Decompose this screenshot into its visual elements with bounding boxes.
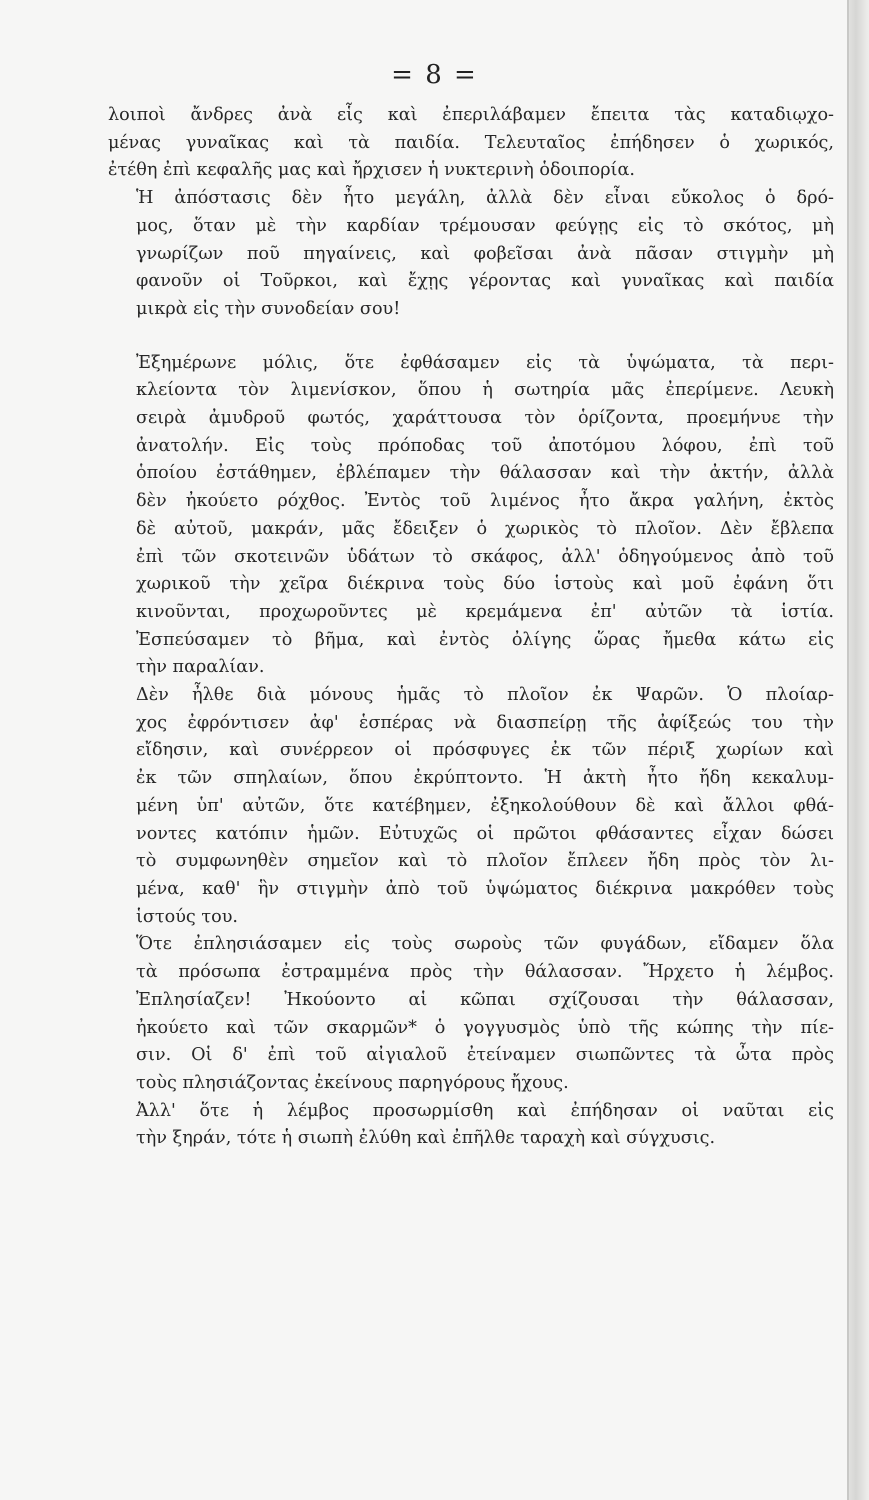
- paragraph-1: [108, 102, 834, 185]
- text-line: Ἐσπεύσαμεν τὸ βῆμα, καὶ ἐντὸς ὀλίγης ὥρας ἤμεθα κάτω εἰς: [136, 629, 834, 650]
- text-line: Ὅτε ἐπλησιάσαμεν εἰς τοὺς σωροὺς τῶν φυγάδων, εἴδαμεν ὅλα: [136, 934, 834, 955]
- text-line: Δὲν ἦλθε διὰ μόνους ἡμᾶς τὸ πλοῖον ἐκ Ψαρῶν. Ὁ πλοίαρ-: [136, 685, 834, 706]
- text-line: μένη ὑπ' αὐτῶν, ὅτε κατέβημεν, ἐξηκολούθουν δὲ καὶ ἄλλοι φθά-: [136, 795, 834, 816]
- text-line: Ἡ ἀπόστασις δὲν ἦτο μεγάλη, ἀλλὰ δὲν εἶναι εὔκολος ὁ δρό-: [136, 188, 834, 209]
- text-line: μένας γυναῖκας καὶ τὰ παιδία. Τελευταῖος ἐπήδησεν ὁ χωρικός,: [108, 132, 834, 153]
- body-text: [108, 102, 834, 1153]
- text-line: λοιποὶ ἄνδρες ἀνὰ εἷς καὶ ἐπεριλάβαμεν ἔπειτα τὰς καταδιῳχο-: [108, 105, 834, 125]
- text-line: ἱστούς του.: [136, 906, 238, 927]
- text-line: χωρικοῦ τὴν χεῖρα διέκρινα τοὺς δύο ἱστοὺς καὶ μοῦ ἐφάνη ὅτι: [136, 574, 834, 595]
- text-line: σιν. Οἱ δ' ἐπὶ τοῦ αἰγιαλοῦ ἐτείναμεν σιωπῶντες τὰ ὦτα πρὸς: [136, 1045, 834, 1066]
- page-number: = 8 =: [391, 60, 478, 90]
- text-line: ἀνατολήν. Εἰς τοὺς πρόποδας τοῦ ἀποτόμου λόφου, ἐπὶ τοῦ: [136, 435, 834, 456]
- text-line: σειρὰ ἀμυδροῦ φωτός, χαράττουσα τὸν ὁρίζοντα, προεμήνυε τὴν: [136, 408, 834, 429]
- paragraph-2: [108, 185, 834, 324]
- text-line: μικρὰ εἰς τὴν συνοδείαν σου!: [136, 298, 401, 319]
- text-line: ὁποίου ἐστάθημεν, ἐβλέπαμεν τὴν θάλασσαν καὶ τὴν ἀκτήν, ἀλλὰ: [136, 463, 834, 484]
- text-line: ἠκούετο καὶ τῶν σκαρμῶν* ὁ γογγυσμὸς ὑπὸ τῆς κώπης τὴν πίε-: [136, 1017, 834, 1038]
- text-line: γνωρίζων ποῦ πηγαίνεις, καὶ φοβεῖσαι ἀνὰ πᾶσαν στιγμὴν μὴ: [136, 243, 834, 264]
- text-line: κινοῦνται, προχωροῦντες μὲ κρεμάμενα ἐπ' αὐτῶν τὰ ἱστία.: [136, 601, 834, 622]
- text-line: νοντες κατόπιν ἡμῶν. Εὐτυχῶς οἱ πρῶτοι φθάσαντες εἶχαν δώσει: [136, 823, 834, 844]
- text-line: ἐτέθη ἐπὶ κεφαλῆς μας καὶ ἤρχισεν ἡ νυκτερινὴ ὁδοιπορία.: [108, 160, 635, 181]
- text-line: τὴν παραλίαν.: [136, 657, 265, 678]
- paragraph-5: [108, 931, 834, 1097]
- paragraph-6: [108, 1098, 834, 1153]
- text-line: τοὺς πλησιάζοντας ἐκείνους παρηγόρους ἤχους.: [136, 1072, 569, 1093]
- text-line: μος, ὅταν μὲ τὴν καρδίαν τρέμουσαν φεύγῃς εἰς τὸ σκότος, μὴ: [136, 215, 834, 236]
- text-line: δὲ αὐτοῦ, μακράν, μᾶς ἔδειξεν ὁ χωρικὸς τὸ πλοῖον. Δὲν ἔβλεπα: [136, 518, 834, 539]
- text-line: φανοῦν οἱ Τοῦρκοι, καὶ ἔχῃς γέροντας καὶ γυναῖκας καὶ παιδία: [136, 271, 834, 292]
- text-line: ἐκ τῶν σπηλαίων, ὅπου ἐκρύπτοντο. Ἡ ἀκτὴ ἦτο ἤδη κεκαλυμ-: [136, 768, 834, 789]
- page-edge-line: [847, 0, 849, 1500]
- text-line: τὸ συμφωνηθὲν σημεῖον καὶ τὸ πλοῖον ἔπλεεν ἤδη πρὸς τὸν λι-: [136, 851, 834, 872]
- page-edge: [847, 0, 869, 1500]
- text-line: χος ἐφρόντισεν ἀφ' ἑσπέρας νὰ διασπείρῃ τῆς ἀφίξεώς του τὴν: [136, 712, 834, 733]
- text-line: Ἀλλ' ὅτε ἡ λέμβος προσωρμίσθη καὶ ἐπήδησαν οἱ ναῦται εἰς: [136, 1100, 834, 1121]
- text-line: τὴν ξηράν, τότε ἡ σιωπὴ ἐλύθη καὶ ἐπῆλθε ταραχὴ καὶ σύγχυσις.: [136, 1128, 716, 1149]
- text-line: μένα, καθ' ἣν στιγμὴν ἀπὸ τοῦ ὑψώματος διέκρινα μακρόθεν τοὺς: [136, 878, 834, 899]
- text-line: τὰ πρόσωπα ἐστραμμένα πρὸς τὴν θάλασσαν. Ἤρχετο ἡ λέμβος.: [136, 962, 834, 983]
- text-line: κλείοντα τὸν λιμενίσκον, ὅπου ἡ σωτηρία μᾶς ἐπερίμενε. Λευκὴ: [136, 380, 834, 401]
- paragraph-3: [108, 350, 834, 682]
- text-line: Ἐπλησίαζεν! Ἠκούοντο αἱ κῶπαι σχίζουσαι τὴν θάλασσαν,: [136, 989, 834, 1010]
- text-line: δὲν ἠκούετο ρόχθος. Ἐντὸς τοῦ λιμένος ἦτο ἄκρα γαλήνη, ἐκτὸς: [136, 491, 834, 512]
- text-line: Ἐξημέρωνε μόλις, ὅτε ἐφθάσαμεν εἰς τὰ ὑψώματα, τὰ περι-: [136, 352, 834, 373]
- paragraph-4: [108, 682, 834, 931]
- text-line: εἴδησιν, καὶ συνέρρεον οἱ πρόσφυγες ἐκ τῶν πέριξ χωρίων καὶ: [136, 740, 834, 761]
- text-line: ἐπὶ τῶν σκοτεινῶν ὑδάτων τὸ σκάφος, ἀλλ' ὁδηγούμενος ἀπὸ τοῦ: [136, 546, 834, 567]
